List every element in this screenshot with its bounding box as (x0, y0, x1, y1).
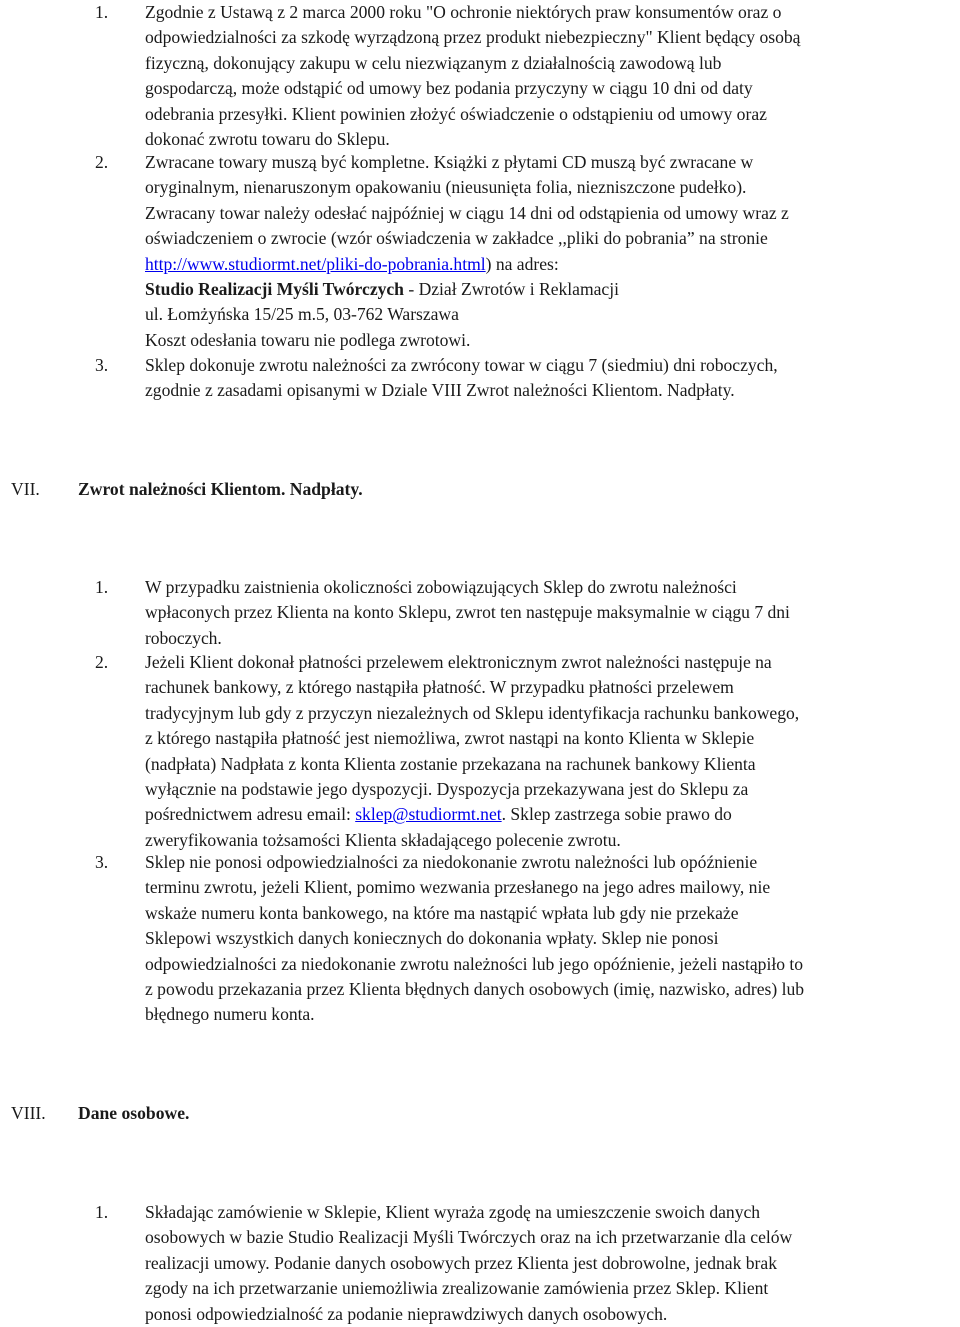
text-line: dokonać zwrotu towaru do Sklepu. (145, 129, 390, 150)
section-title: Dane osobowe. (78, 1103, 190, 1123)
text-line: Sklep dokonuje zwrotu należności za zwrócony towar w ciągu 7 (siedmiu) dni roboczych, (145, 355, 778, 375)
text-line: osobowych w bazie Studio Realizacji Myśli Twórczych oraz na ich przetwarzanie dla celów (145, 1227, 793, 1248)
text-line: ponosi odpowiedzialność za podanie nieprawdziwych danych osobowych. (145, 1303, 668, 1324)
download-page-link[interactable]: http://www.studiormt.net/pliki-do-pobrania.html (145, 253, 486, 274)
link-line (145, 252, 959, 277)
text-line: wpłaconych przez Klienta na konto Sklepu, zwrot ten następuje maksymalnie w ciągu 7 dni (145, 602, 790, 623)
text-fragment: pośrednictwem adresu email: (145, 804, 356, 825)
text-line: terminu zwrotu, jeżeli Klient, pomimo wezwania przesłanego na jego adres mailowy, nie (145, 877, 771, 898)
list-number: 1. (95, 2, 109, 22)
text-line: realizacji umowy. Podanie danych osobowych przez Klienta jest dobrowolne, jednak brak (145, 1252, 777, 1273)
street-address: ul. Łomżyńska 15/25 m.5, 03-762 Warszawa (145, 304, 459, 325)
text-fragment: . Sklep zastrzega sobie prawo do (501, 804, 732, 825)
text-line: tradycyjnym lub gdy z przyczyn niezależnych od Sklepu identyfikacja rachunku bankowego, (145, 702, 800, 723)
section-number: VIII. (11, 1103, 46, 1123)
text-line: wskaże numeru konta bankowego, na które ma nastąpić wpłata lub gdy nie przekaże (145, 902, 739, 923)
text-line: Zwracany towar należy odesłać najpóźniej w ciągu 14 dni od odstąpienia od umowy wraz z (145, 202, 789, 223)
text-line: rachunek bankowy, z którego nastąpiła płatność. W przypadku płatności przelewem (145, 677, 734, 698)
text-line: Sklepowi wszystkich danych koniecznych do dokonania wpłaty. Sklep nie ponosi (145, 928, 719, 949)
department-name: - Dział Zwrotów i Reklamacji (403, 279, 619, 300)
list-item-refund (145, 353, 959, 404)
address-line (145, 277, 959, 302)
email-link[interactable]: sklep@studiormt.net (355, 804, 502, 825)
list-item-refund-deadline (145, 575, 959, 651)
text-line: z którego nastąpiła płatność jest niemożliwa, zwrot nastąpi na konto Klienta w Sklepie (145, 728, 755, 749)
list-number: 1. (95, 577, 109, 597)
text-line: roboczych. (145, 627, 222, 648)
text-line: odpowiedzialności za szkodę wyrządzoną przez produkt niebezpieczny" Klient będący osobą (145, 27, 801, 48)
list-item-personal-data (145, 1200, 959, 1327)
text-line: odpowiedzialności za niedokonanie zwrotu należności lub jego opóźnienie, jeżeli nastąpiło to (145, 953, 804, 974)
text-line: błędnego numeru konta. (145, 1004, 315, 1025)
text-line: zgodnie z zasadami opisanymi w Dziale VIII Zwrot należności Klientom. Nadpłaty. (145, 380, 735, 401)
text-line: zgody na ich przetwarzanie uniemożliwia zrealizowanie zamówienia przez Sklep. Klient (145, 1278, 769, 1299)
text-fragment: ) na adres: (485, 253, 559, 274)
list-number: 2. (95, 652, 109, 672)
text-line: odebrania przesyłki. Klient powinien złożyć oświadczenie o odstąpieniu od umowy oraz (145, 103, 767, 124)
text-line: gospodarczą, może odstąpić od umowy bez podania przyczyny w ciągu 10 dni od daty (145, 78, 753, 99)
text-line: W przypadku zaistnienia okoliczności zobowiązujących Sklep do zwrotu należności (145, 577, 737, 597)
text-line: Zwracane towary muszą być kompletne. Książki z płytami CD muszą być zwracane w (145, 152, 754, 172)
text-line: fizyczną, dokonujący zakupu w celu niezwiązanym z działalnością zawodową lub (145, 52, 722, 73)
list-item-returns (145, 150, 959, 353)
list-number: 3. (95, 852, 109, 872)
list-item-refund-method (145, 650, 959, 853)
list-number: 2. (95, 152, 109, 172)
list-number: 1. (95, 1202, 109, 1222)
text-line: wyłącznie na podstawie jego dyspozycji. Dyspozycja przekazywana jest do Sklepu za (145, 779, 749, 800)
text-line: z powodu przekazania przez Klienta błędnych danych osobowych (imię, nazwisko, adres) lub (145, 979, 805, 1000)
email-line (145, 802, 959, 827)
cost-note: Koszt odesłania towaru nie podlega zwrotowi. (145, 329, 471, 350)
company-name: Studio Realizacji Myśli Twórczych (145, 279, 404, 300)
text-line: oświadczeniem o zwrocie (wzór oświadczenia w zakładce ,,pliki do pobrania” na stronie (145, 228, 768, 249)
text-line: Składając zamówienie w Sklepie, Klient wyraża zgodę na umieszczenie swoich danych (145, 1202, 761, 1222)
section-title: Zwrot należności Klientom. Nadpłaty. (78, 479, 363, 499)
text-line: Jeżeli Klient dokonał płatności przelewem elektronicznym zwrot należności następuje na (145, 652, 772, 672)
list-item-liability (145, 850, 959, 1028)
text-line: Sklep nie ponosi odpowiedzialności za niedokonanie zwrotu należności lub opóźnienie (145, 852, 758, 872)
text-line: zweryfikowania tożsamości Klienta składającego polecenie zwrotu. (145, 829, 621, 850)
list-number: 3. (95, 355, 109, 375)
text-line: (nadpłata) Nadpłata z konta Klienta zostanie przekazana na rachunek bankowy Klienta (145, 753, 756, 774)
text-line: oryginalnym, nienaruszonym opakowaniu (nieusunięta folia, niezniszczone pudełko). (145, 177, 747, 198)
text-line: Zgodnie z Ustawą z 2 marca 2000 roku "O ochronie niektórych praw konsumentów oraz o (145, 2, 782, 22)
list-item-withdrawal (145, 0, 959, 152)
section-number: VII. (11, 479, 40, 499)
